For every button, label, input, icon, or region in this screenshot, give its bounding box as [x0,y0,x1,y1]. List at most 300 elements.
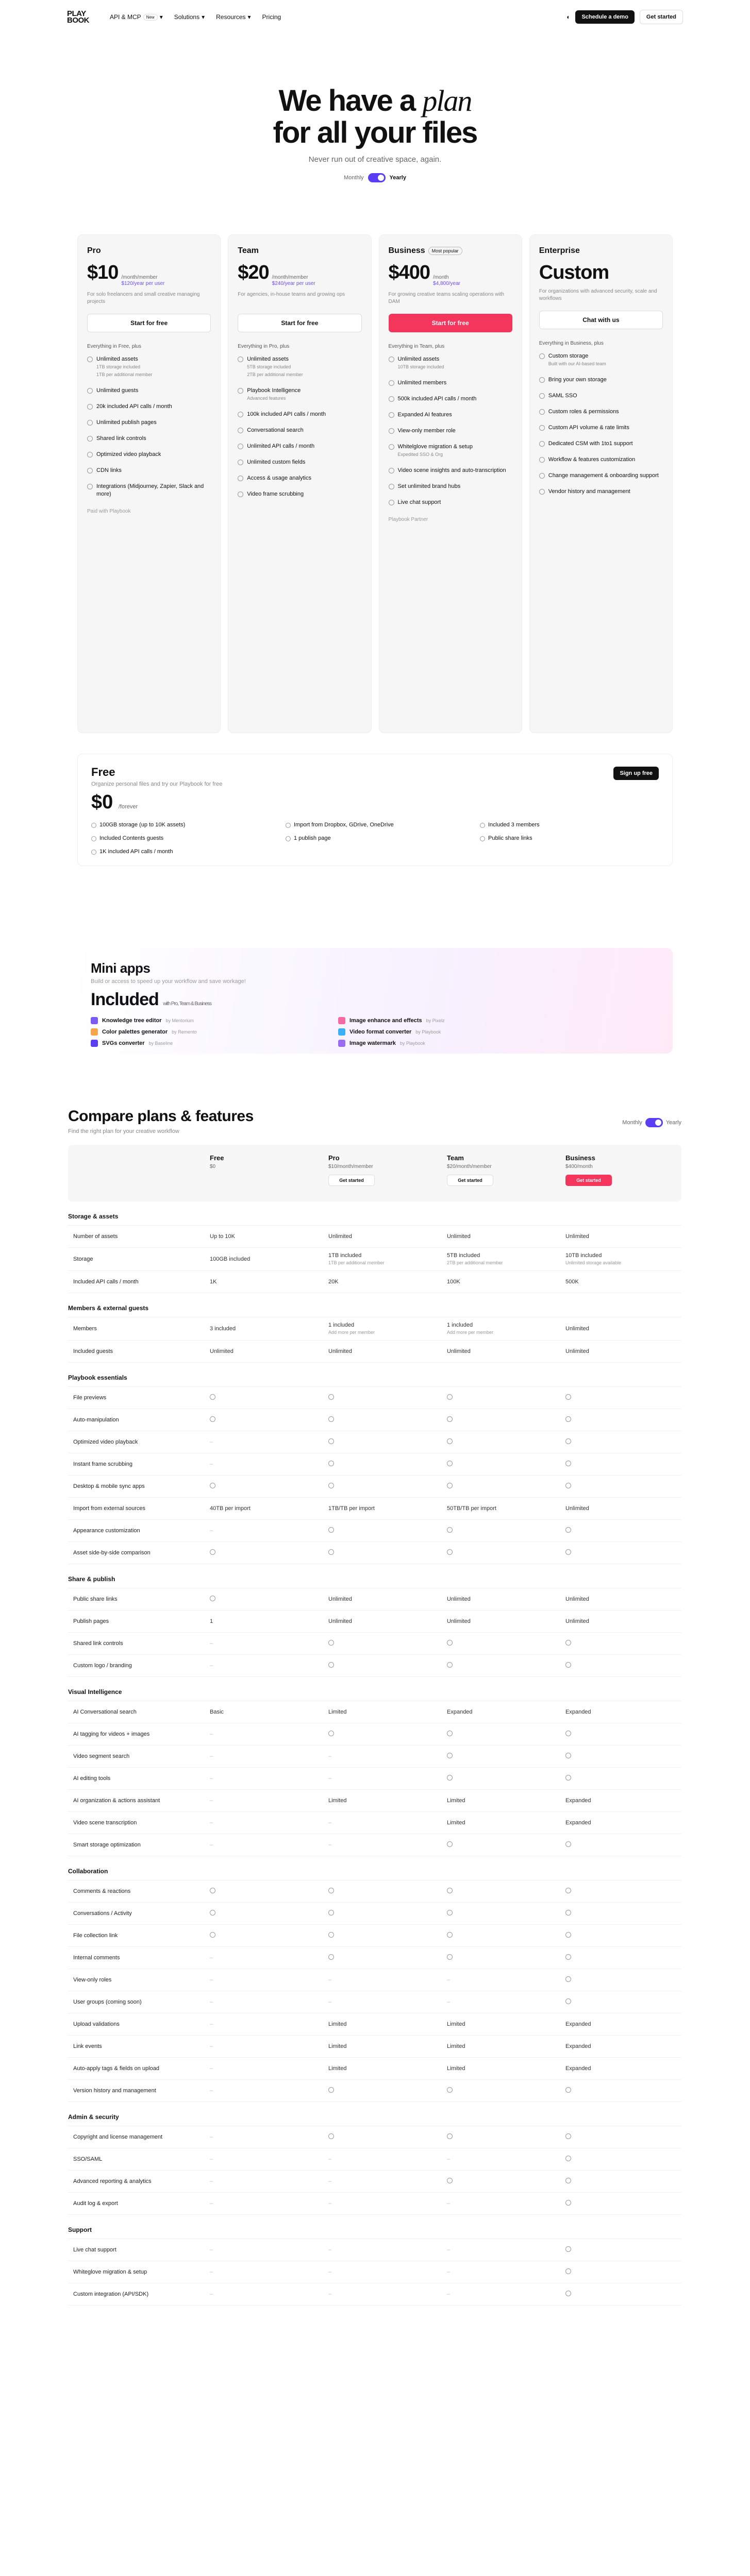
check-icon [447,1461,453,1466]
feature-sub: 10TB storage included [397,364,444,369]
feature-value [205,2286,323,2302]
feature-value [205,1884,323,1900]
price-period [433,275,460,287]
feature-value [442,2039,560,2054]
compare-plan-head [560,1145,681,1201]
feature-value [323,1614,442,1629]
feature-value [560,1545,681,1561]
feature-sub: Built with our AI-based team [548,361,606,366]
feature-value [442,1815,560,1831]
annual-note: $120/year per user [121,281,165,286]
feature-value [442,1479,560,1495]
feature-value [442,1456,560,1472]
feature-value [205,2151,323,2167]
feature-name: SSO/SAML [73,2156,103,2162]
feature-value [560,2083,681,2099]
mini-apps [77,948,673,1054]
compare-row [68,2126,681,2148]
feature-item [539,392,663,400]
mini-app-item[interactable] [91,1017,297,1024]
compare-row [68,1476,681,1498]
check-icon [447,1954,453,1960]
value-main: 1TB included [328,1252,362,1259]
feature-value [560,2286,681,2302]
feature-value [442,1523,560,1539]
monthly-label[interactable]: Monthly [622,1120,642,1126]
get-started-button[interactable]: Get started [640,10,683,24]
feature-value [323,1749,442,1764]
compare-sub: Find the right plan for your creative workflow [68,1128,179,1134]
check-icon [447,1888,453,1893]
feature-value [560,1704,681,1720]
value-main: Unlimited [328,1618,352,1624]
compare-row [68,2058,681,2080]
feature-value [205,1523,323,1538]
compare-plan-name: Pro [328,1154,340,1162]
check-icon [447,1841,453,1847]
plan-cta-button[interactable]: Start for free [238,314,361,332]
value-main: Unlimited [565,1618,589,1624]
feature-name: Desktop & mobile sync apps [73,1483,145,1489]
nav-pricing[interactable]: Pricing [262,13,281,21]
feature-item [539,488,663,496]
dash-icon: – [328,2269,332,2275]
feature-value [560,1906,681,1922]
feature-value [442,1837,560,1853]
feature-label: Unlimited custom fields [247,459,306,465]
check-icon [328,2133,334,2139]
feature-value [560,1274,681,1290]
feature-value [442,1793,560,1808]
feature-value [442,2196,560,2211]
compare-row [68,1790,681,1812]
check-icon [565,1954,571,1960]
feature-value [442,2083,560,2099]
monthly-label[interactable]: Monthly [344,175,364,181]
check-icon [328,1416,334,1422]
plan-title: Enterprise [539,246,580,255]
dash-icon: – [210,2156,213,2162]
feature-value [323,1545,442,1561]
value-main: Unlimited [565,1596,589,1602]
feature-value [323,1523,442,1539]
plan-price [539,262,663,284]
feature-name: Advanced reporting & analytics [73,2178,152,2184]
feature-value [323,1972,442,1988]
feature-item [389,379,512,387]
dash-icon: – [210,1977,213,1983]
feature-value [442,1614,560,1629]
compare-billing-switch[interactable] [645,1118,663,1127]
feature-label: Live chat support [397,499,441,505]
check-icon [328,1954,334,1960]
feature-value [442,2286,560,2302]
compare-row [68,1248,681,1271]
feature-value [442,2129,560,2145]
feature-value [323,1479,442,1495]
feature-value [560,2174,681,2190]
feature-value [442,1950,560,1966]
feature-value [560,1972,681,1988]
new-badge: New [143,14,158,21]
feature-heading: Everything in Pro, plus [238,344,290,349]
dash-icon: – [210,1999,213,2005]
dash-icon: – [210,2021,213,2027]
feature-value [205,1994,323,2010]
compare-row [68,2013,681,2036]
dash-icon: – [210,1955,213,1961]
free-price: $0 /forever [91,791,138,813]
check-icon [447,2087,453,2093]
feature-value [442,1726,560,1742]
dash-icon: – [210,1731,213,1737]
compare-row [68,2283,681,2306]
nav-resources[interactable]: Resources ▾ [216,13,251,21]
feature-name: Number of assets [73,1233,118,1240]
feature-value [323,2016,442,2032]
feature-value [323,2196,442,2211]
dash-icon: – [210,2247,213,2253]
feature-sub: 2TB per additional member [247,372,303,377]
feature-value [205,2174,323,2189]
feature-value [560,2264,681,2280]
check-icon [210,1549,215,1555]
check-icon [210,1910,215,1916]
free-plan [77,754,673,866]
plan-name [87,246,211,256]
feature-value [323,1950,442,1966]
value-main: Expanded [565,1709,591,1715]
feature-value [560,1726,681,1742]
check-icon [328,1394,334,1400]
billing-switch[interactable] [368,173,386,182]
compare-plan-name: Business [565,1154,595,1162]
feature-name: Appearance customization [73,1528,140,1534]
price-value: $10 [87,262,119,283]
plan-cta-button[interactable]: Start for free [87,314,211,332]
plan-cta-button[interactable]: Start for free [389,314,512,332]
free-feature: Import from Dropbox, GDrive, OneDrive [286,822,464,832]
check-icon [447,1549,453,1555]
feature-value [560,1614,681,1629]
compare-row [68,1723,681,1745]
value-main: Unlimited [565,1326,589,1332]
dash-icon: – [328,1775,332,1782]
compare-title: Compare plans & features [68,1108,254,1125]
dash-icon: – [328,2156,332,2162]
check-icon [565,1998,571,2004]
feature-value [560,2061,681,2076]
value-main: 100K [447,1279,460,1285]
check-icon [328,1461,334,1466]
mini-app-item[interactable] [91,1028,297,1036]
compare-cta-button[interactable]: Get started [447,1175,493,1186]
feature-value [560,1793,681,1808]
compare-row [68,1701,681,1723]
feature-value [323,1248,442,1270]
feature-label: 500k included API calls / month [397,396,477,402]
price-period [121,275,164,287]
price-value: Custom [539,262,609,283]
feature-heading: Everything in Team, plus [388,344,445,349]
value-main: Expanded [565,1820,591,1826]
feature-value [323,1837,442,1853]
yearly-label[interactable]: Yearly [389,175,406,181]
feature-value [560,1658,681,1674]
check-icon [565,2087,571,2093]
feature-value [442,2016,560,2032]
feature-value [442,1344,560,1359]
feature-label: Workflow & features customization [548,456,636,463]
feature-item [238,474,361,482]
compare-plan-price: $10/month/member [328,1164,373,1170]
feature-item [238,459,361,466]
feature-item [87,435,211,443]
mini-app-item[interactable] [338,1040,544,1047]
value-main: Unlimited [328,1233,352,1240]
feature-name: File previews [73,1395,107,1401]
check-icon [565,2246,571,2252]
feature-value [560,1749,681,1765]
mini-app-list [91,1017,544,1047]
feature-value [323,1815,442,1831]
value-main: Limited [447,1820,465,1826]
free-feature: Included Contents guests [91,835,270,845]
plan-foot-link[interactable]: Playbook Partner [388,517,428,522]
dash-icon: – [210,1842,213,1848]
value-sub: Unlimited storage available [565,1260,622,1265]
feature-value [205,1815,323,1831]
feature-label: Expanded AI features [397,412,452,418]
nav-solutions[interactable]: Solutions ▾ [174,13,205,21]
app-name: Image watermark [349,1040,396,1046]
value-main: 500K [565,1279,579,1285]
compare-row [68,1271,681,1293]
feature-value [323,1344,442,1359]
feature-name: Custom logo / branding [73,1663,132,1669]
plan-title: Team [238,246,259,255]
plan-card [529,234,673,733]
dash-icon: – [210,2065,213,2072]
feature-name: Smart storage optimization [73,1842,141,1848]
mini-app-item[interactable] [338,1028,544,1036]
compare-row [68,2261,681,2283]
feature-label: Unlimited guests [96,387,139,394]
check-icon [565,1888,571,1893]
compare-toggle [622,1118,681,1127]
annual-note: $240/year per user [272,281,315,286]
logo[interactable]: PLAY BOOK [67,9,89,25]
value-main: Limited [328,2043,347,2049]
feature-value [205,1434,323,1450]
feature-label: View-only member role [397,428,456,434]
feature-label: Unlimited assets [96,356,138,362]
feature-item [238,443,361,450]
feature-label: SAML SSO [548,393,577,399]
feature-value [442,1390,560,1406]
value-main: Expanded [565,2043,591,2049]
check-icon [447,1640,453,1646]
feature-value [442,2061,560,2076]
compare-section-title: Admin & security [68,2102,681,2126]
mini-app-item[interactable] [338,1017,544,1024]
app-icon [338,1028,345,1036]
compare-row [68,1409,681,1431]
feature-name: Included API calls / month [73,1279,139,1285]
feature-value [323,1390,442,1406]
feature-label: Playbook Intelligence [247,387,301,394]
feature-sub: 5TB storage included [247,364,291,369]
dash-icon: – [328,2247,332,2253]
feature-item [87,403,211,411]
compare-section-title: Support [68,2215,681,2239]
feature-value [442,1434,560,1450]
feature-name: Auto-manipulation [73,1417,119,1423]
check-icon [447,1932,453,1938]
yearly-label[interactable]: Yearly [665,1120,681,1126]
feature-label: Bring your own storage [548,377,607,383]
price-value: $400 [388,262,430,283]
value-main: Unlimited [447,1233,471,1240]
plan-price [238,262,361,287]
plan-desc: For agencies, in-house teams and growing ops [238,292,345,297]
check-icon [328,1910,334,1916]
feature-item [389,395,512,403]
plan-foot-link[interactable]: Paid with Playbook [87,509,131,514]
feature-value [560,1248,681,1270]
feature-item [539,456,663,464]
check-icon [447,1910,453,1916]
value-main: 20K [328,1279,339,1285]
value-main: Unlimited [447,1348,471,1354]
plan-title: Business [388,246,425,255]
dash-icon: – [210,2043,213,2049]
nav-api[interactable]: API & MCP New ▾ [110,13,163,21]
compare-row [68,1431,681,1453]
dash-icon: – [210,1640,213,1647]
compare-plan-price: $400/month [565,1164,593,1170]
plan-name [389,246,512,256]
feature-value [560,2196,681,2212]
value-main: 3 included [210,1326,236,1332]
check-icon [565,1416,571,1422]
feature-value [205,1726,323,1742]
feature-item [389,467,512,474]
feature-name: Shared link controls [73,1640,123,1647]
value-main: Unlimited [447,1618,471,1624]
compare-row [68,2036,681,2058]
free-title: Free [91,766,115,778]
feature-item [87,355,211,379]
check-icon [328,1662,334,1668]
feature-value [442,1636,560,1652]
feature-value [323,1501,442,1516]
feature-item [389,483,512,490]
value-main: Expanded [565,2021,591,2027]
feature-value [560,1412,681,1428]
app-name: Image enhance and effects [349,1018,422,1024]
feature-name: Included guests [73,1348,113,1354]
compare-section-title: Playbook essentials [68,1363,681,1387]
feature-label: 20k included API calls / month [96,403,172,410]
feature-value [323,2264,442,2280]
feature-value [205,2061,323,2076]
compare-row [68,1768,681,1790]
free-feature: 1K included API calls / month [91,849,270,859]
value-main: Expanded [447,1709,473,1715]
feature-value [442,1591,560,1607]
check-icon [565,1662,571,1668]
feature-name: Internal comments [73,1955,120,1961]
feature-value [205,1591,323,1607]
feature-value [205,1229,323,1244]
feature-item [389,443,512,459]
chevron-down-icon: ▾ [202,13,205,21]
chevron-down-icon: ▾ [159,13,163,21]
compare-row [68,2193,681,2215]
feature-value [205,1793,323,1808]
value-main: Up to 10K [210,1233,235,1240]
feature-value [560,2242,681,2258]
compare-plan-head [442,1145,560,1201]
mini-app-item[interactable] [91,1040,297,1047]
feature-value [205,2039,323,2054]
feature-value [205,1704,323,1720]
app-author: by Playbook [415,1029,441,1035]
check-icon [565,1394,571,1400]
billing-toggle [0,173,750,182]
compare-section-title: Visual Intelligence [68,1677,681,1701]
plan-name [539,246,663,256]
feature-list [87,355,211,498]
plan-cta-button[interactable]: Chat with us [539,311,663,329]
check-icon [210,1888,215,1893]
compare-section-title: Share & publish [68,1564,681,1588]
feature-name: Comments & reactions [73,1888,131,1894]
plan-name [238,246,361,256]
dash-icon: – [447,2291,451,2297]
feature-name: Live chat support [73,2247,116,2253]
feature-value [323,2286,442,2302]
feature-value [205,1412,323,1428]
feature-name: AI organization & actions assistant [73,1798,160,1804]
sign-up-free-button[interactable]: Sign up free [613,767,659,780]
value-main: Unlimited [565,1233,589,1240]
feature-item [389,427,512,435]
feature-name: Asset side-by-side comparison [73,1550,151,1556]
feature-value [560,1771,681,1787]
feature-value [442,1749,560,1765]
theme-icon[interactable]: ◐ [566,13,571,21]
feature-sub: Expedited SSO & Org [397,452,443,457]
feature-value [560,1321,681,1336]
dash-icon: – [447,2200,451,2207]
compare-cta-button[interactable]: Get started [565,1175,612,1186]
compare-cta-button[interactable]: Get started [328,1175,375,1186]
mini-title: Mini apps [91,960,151,976]
check-icon [565,1932,571,1938]
dash-icon: – [210,1663,213,1669]
free-feature: 100GB storage (up to 10K assets) [91,822,270,832]
feature-value [560,1928,681,1944]
feature-item [539,352,663,368]
plan-title: Pro [87,246,101,255]
schedule-demo-button[interactable]: Schedule a demo [575,10,634,24]
dash-icon: – [328,1842,332,1848]
feature-name: View-only roles [73,1977,112,1983]
feature-value [205,1501,323,1516]
feature-name: Publish pages [73,1618,109,1624]
